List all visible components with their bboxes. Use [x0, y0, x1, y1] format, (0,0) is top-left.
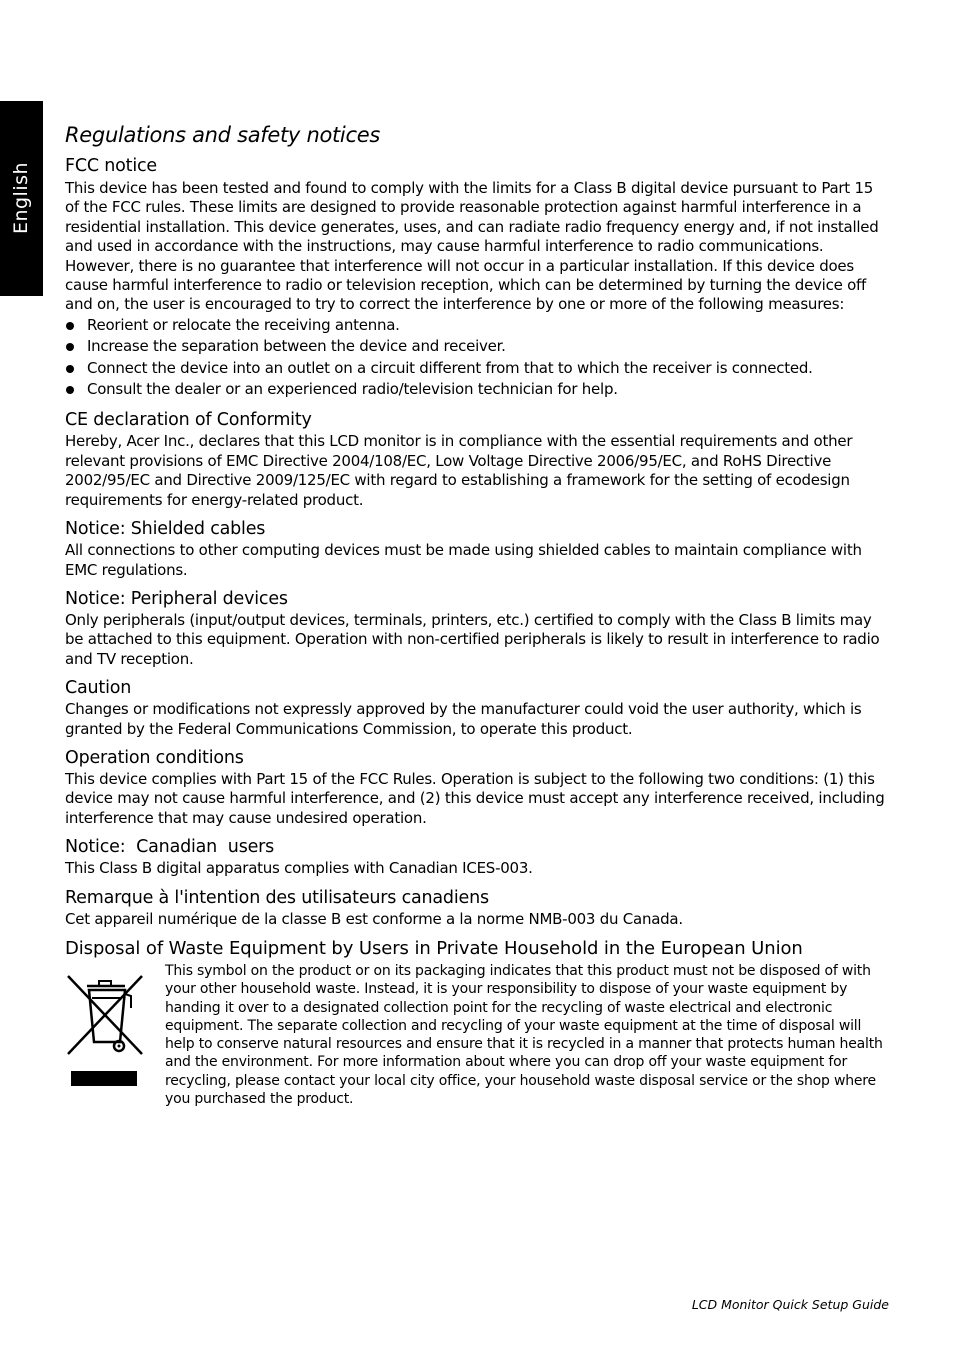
peripheral-devices-heading: Notice: Peripheral devices [65, 588, 288, 609]
fcc-measures-list [65, 315, 890, 401]
list-item [65, 336, 890, 357]
list-item [65, 358, 890, 379]
weee-disposal-block [65, 962, 890, 1108]
canadian-users-body: This Class B digital apparatus complies with Canadian ICES-003. [65, 859, 533, 878]
peripheral-devices-section [65, 587, 890, 669]
ce-section [65, 408, 890, 510]
remarque-body: Cet appareil numérique de la classe B est conforme a la norme NMB-003 du Canada. [65, 909, 683, 928]
caution-section [65, 676, 890, 739]
operation-conditions-body: This device complies with Part 15 of the FCC Rules. Operation is subject to the following two conditions: (1) this device may not cause harmful interference, and (2) this device must accept any interference received, including interference that may cause undesired operation. [65, 769, 885, 827]
caution-heading: Caution [65, 678, 132, 699]
list-item-text: Increase the separation between the device and receiver. [87, 337, 506, 356]
fcc-heading: FCC notice [65, 156, 157, 176]
weee-disposal-section [65, 936, 890, 1108]
remarque-section [65, 886, 890, 929]
remarque-heading: Remarque à l'intention des utilisateurs canadiens [65, 887, 489, 908]
list-item [65, 315, 890, 336]
operation-conditions-heading: Operation conditions [65, 747, 244, 768]
canadian-users-heading: Notice: Canadian users [65, 837, 275, 858]
weee-disposal-body: This symbol on the product or on its packaging indicates that this product must not be disposed of with your other household waste. Instead, it is your responsibility to dispose of your waste equipment by handing it over to a designated collection point for the recycling of waste electrical and electronic equipment. The separate collection and recycling of your waste equipment at the time of disposal will help to conserve natural resources and ensure that it is recycled in a manner that protects human health and the environment. For more information about where you can drop off your waste equipment for recycling, please contact your local city office, your household waste disposal service or the shop where you purchased the product. [165, 962, 883, 1108]
wheelie-bin-svg [65, 970, 145, 1094]
caution-body: Changes or modifications not expressly approved by the manufacturer could void the user authority, which is granted by the Federal Communications Commission, to operate this product. [65, 700, 862, 738]
shielded-cables-heading: Notice: Shielded cables [65, 519, 266, 540]
fcc-section [65, 154, 890, 400]
ce-heading: CE declaration of Conformity [65, 410, 312, 431]
bullet-icon [66, 386, 74, 394]
list-item-text: Connect the device into an outlet on a circuit different from that to which the receiver is connected. [87, 358, 813, 377]
bullet-icon [66, 365, 74, 373]
crossed-out-wheelie-bin-icon [65, 962, 165, 1108]
operation-conditions-section [65, 746, 890, 828]
peripheral-devices-body: Only peripherals (input/output devices, terminals, printers, etc.) certified to comply with the Class B limits may be attached to this equipment. Operation with non-certified peripherals is likely to result in interference to radio and TV reception. [65, 610, 880, 668]
bullet-icon [66, 343, 74, 351]
bullet-icon [66, 322, 74, 330]
fcc-paragraph-1: This device has been tested and found to comply with the limits for a Class B digital device pursuant to Part 15 of the FCC rules. These limits are designed to provide reasonable protection against harmful interference in a residential installation. This device generates, uses, and can radiate radio frequency energy and, if not installed and used in accordance with the instructions, may cause harmful interference to radio communications. [65, 179, 879, 256]
canadian-users-section [65, 835, 890, 878]
shielded-cables-body: All connections to other computing devices must be made using shielded cables to maintain compliance with EMC regulations. [65, 541, 862, 579]
fcc-paragraph-2: However, there is no guarantee that interference will not occur in a particular installation. If this device does cause harmful interference to radio or television reception, which can be determined by turning the device off and on, the user is encouraged to try to correct the interference by one or more of the following measures: [65, 256, 867, 314]
page-title: Regulations and safety notices [65, 123, 380, 147]
shielded-cables-section [65, 517, 890, 580]
language-label: English [10, 161, 32, 235]
page-content [65, 120, 890, 1108]
list-item-text: Consult the dealer or an experienced radio/television technician for help. [87, 380, 618, 399]
footer-guide-title: LCD Monitor Quick Setup Guide [691, 1297, 889, 1312]
ce-body: Hereby, Acer Inc., declares that this LCD monitor is in compliance with the essential requirements and other relevant provisions of EMC Directive 2004/108/EC, Low Voltage Directive 2006/95/EC, and RoHS Directive 2002/95/EC and Directive 2009/125/EC with regard to establishing a framework for the setting of ecodesign requirements for energy-related product. [65, 432, 853, 509]
language-side-tab [0, 101, 43, 296]
weee-disposal-heading: Disposal of Waste Equipment by Users in Private Household in the European Union [65, 937, 803, 959]
list-item [65, 379, 890, 400]
list-item-text: Reorient or relocate the receiving antenna. [87, 315, 400, 334]
